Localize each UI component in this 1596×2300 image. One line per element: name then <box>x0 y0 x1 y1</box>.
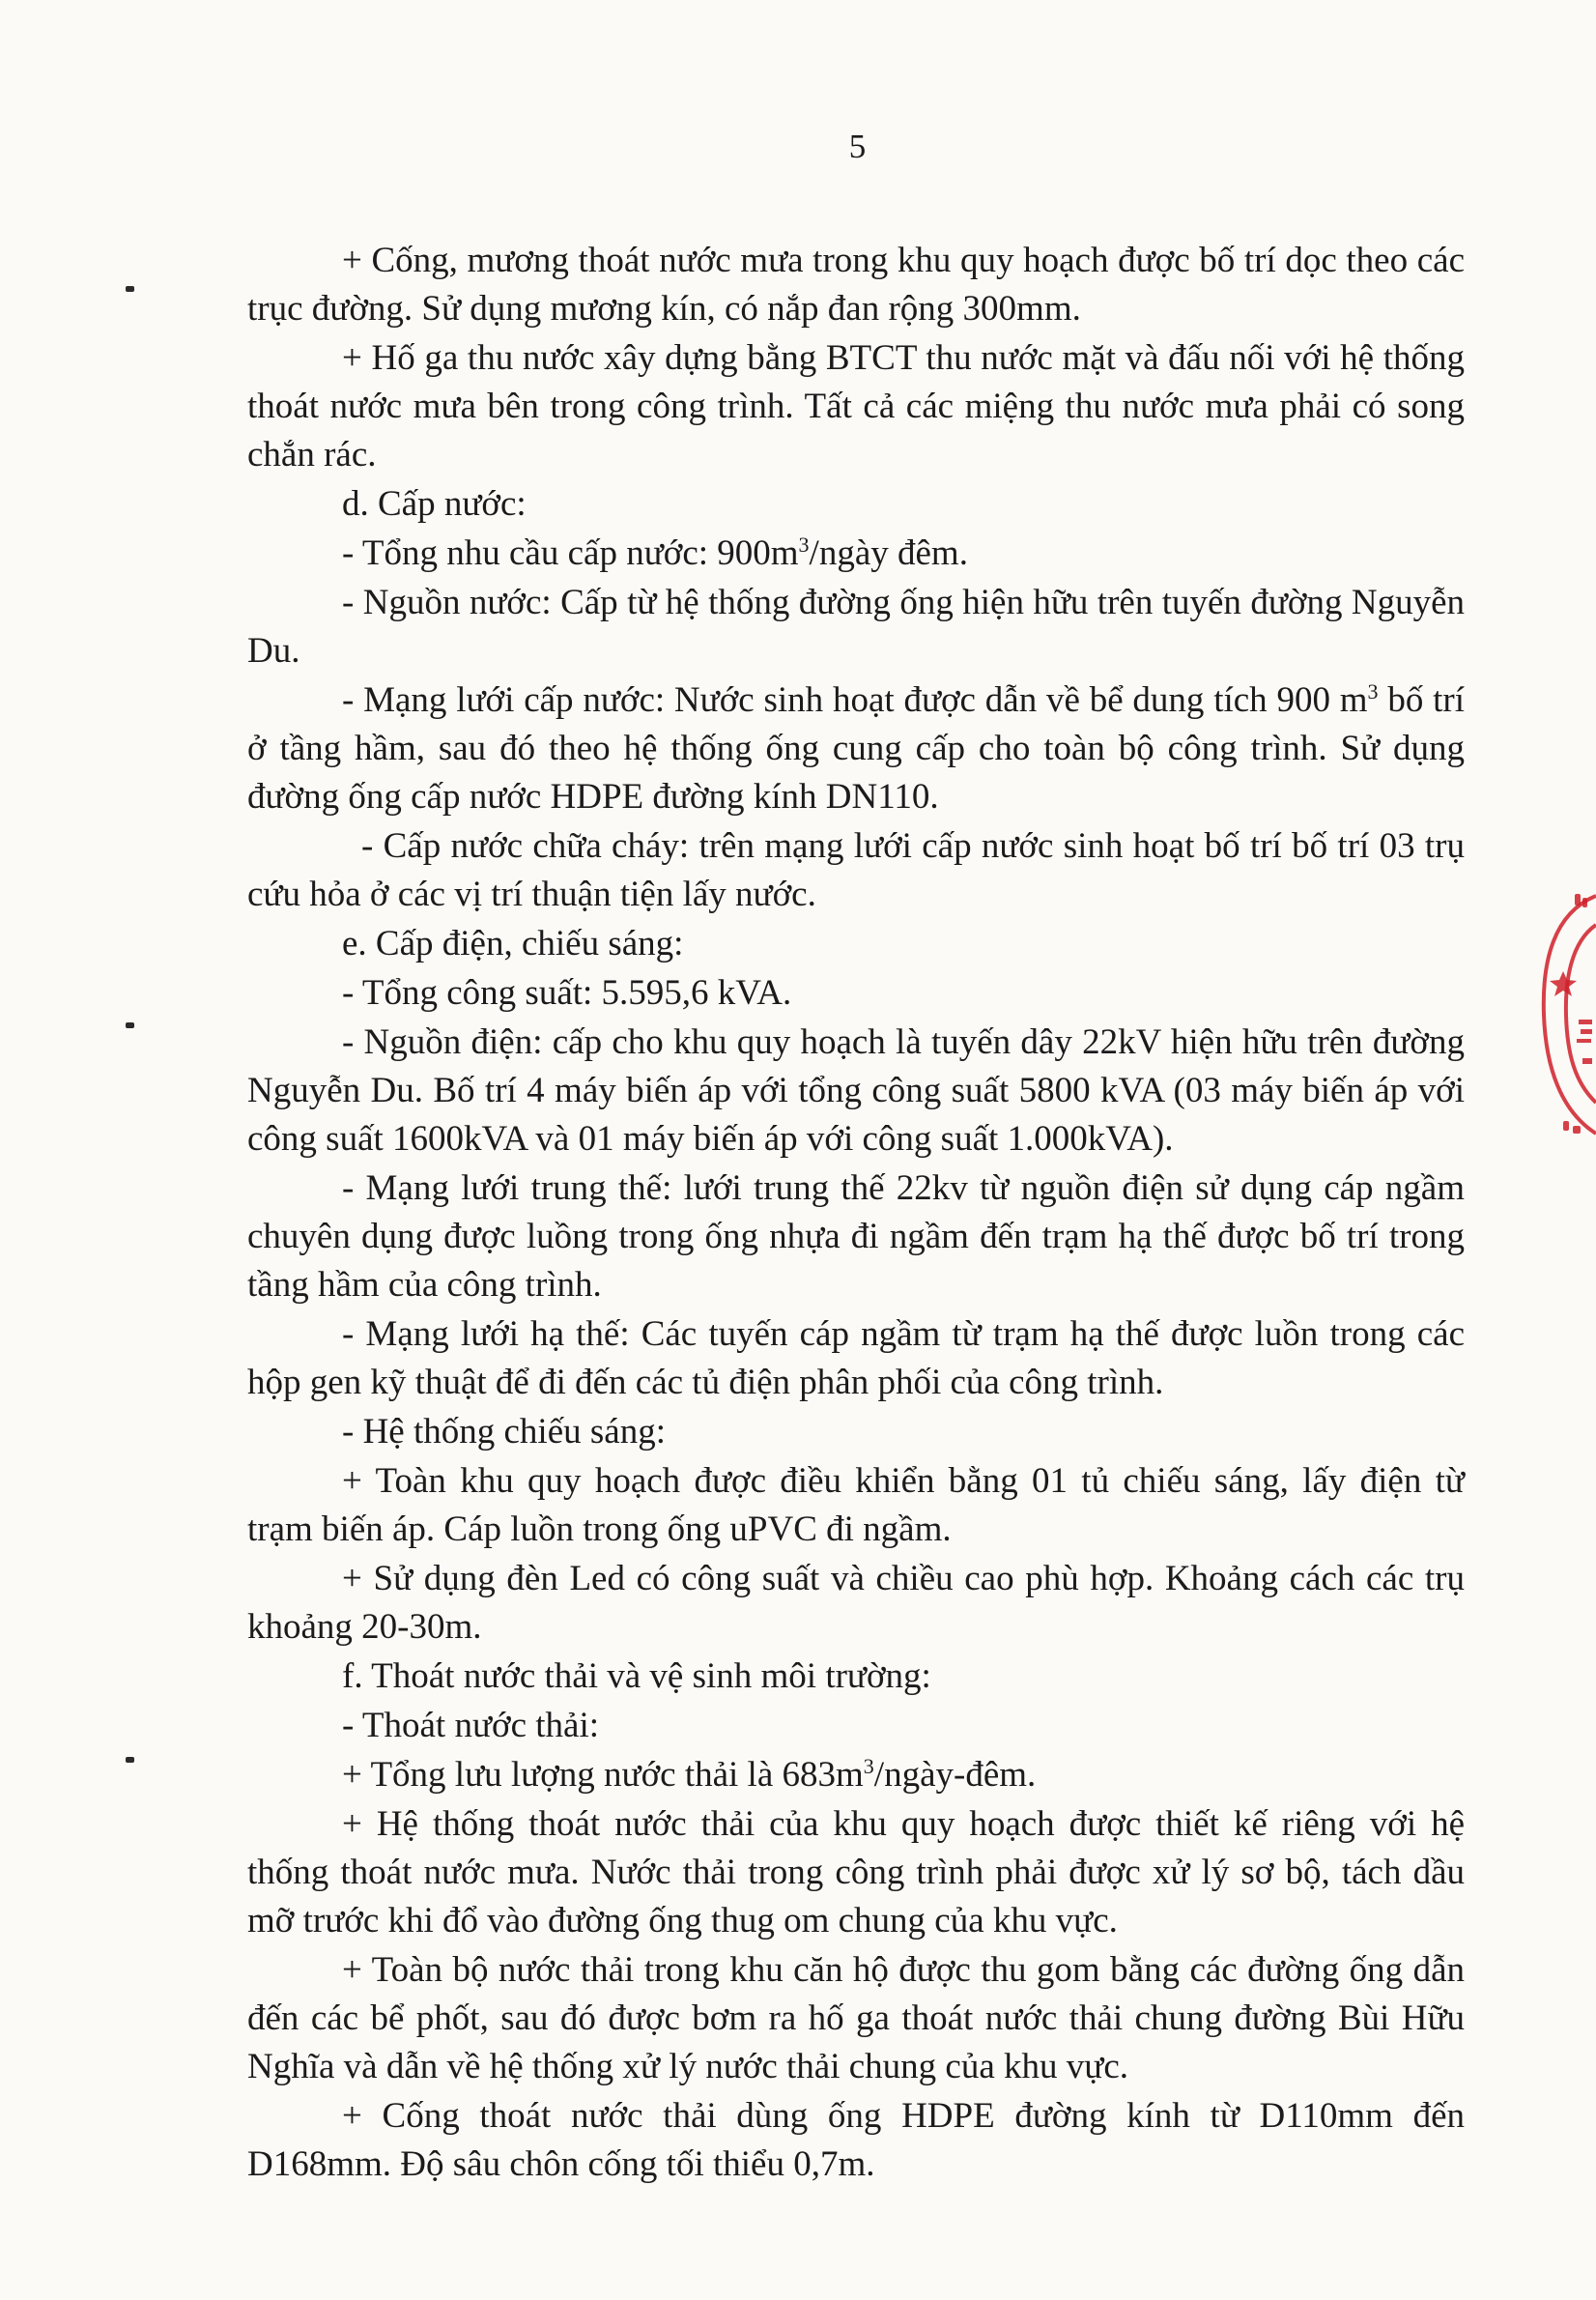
margin-mark <box>126 1022 134 1028</box>
paragraph-lighting-control: + Toàn khu quy hoạch được điều khiển bằng 01 tủ chiếu sáng, lấy điện từ trạm biến áp. Cáp luồn trong ống uPVC đi ngầm. <box>247 1461 1465 1549</box>
red-seal-partial <box>1525 875 1596 1155</box>
heading-power-lighting: e. Cấp điện, chiếu sáng: <box>342 924 684 963</box>
heading-lighting-system: - Hệ thống chiếu sáng: <box>342 1412 666 1452</box>
paragraph-medium-voltage: - Mạng lưới trung thế: lưới trung thế 22kv từ nguồn điện sử dụng cáp ngầm chuyên dụng được luồng trong ống nhựa đi ngầm đến trạm hạ thế được bố trí trong tầng hầm của công trình. <box>247 1168 1465 1305</box>
heading-wastewater-drainage: - Thoát nước thải: <box>342 1706 600 1745</box>
paragraph-wastewater-flow: + Tổng lưu lượng nước thải là $683m^3/ngày$-đêm. <box>342 1754 1037 1795</box>
paragraph-sewer-pipes: + Cống thoát nước thải dùng ống HDPE đường kính từ D110mm đến D168mm. Độ sâu chôn cống tối thiểu 0,7m. <box>247 2096 1465 2184</box>
margin-mark <box>126 286 134 292</box>
heading-wastewater-sanitation: f. Thoát nước thải và vệ sinh môi trường: <box>342 1656 931 1696</box>
page-number: 5 <box>848 128 867 165</box>
paragraph-water-demand: - Tổng nhu cầu cấp nước: $900m^3$/ngày đêm. <box>342 532 968 573</box>
paragraph-drainage-channels: + Cống, mương thoát nước mưa trong khu quy hoạch được bố trí dọc theo các trục đường. Sử dụng mương kín, có nắp đan rộng 300mm. <box>247 241 1465 329</box>
paragraph-apartment-wastewater: + Toàn bộ nước thải trong khu căn hộ được thu gom bằng các đường ống dẫn đến các bể phốt, sau đó được bơm ra hố ga thoát nước thải chung đường Bùi Hữu Nghĩa và dẫn về hệ thống xử lý nước thải chung của khu vực. <box>247 1950 1465 2086</box>
paragraph-power-source: - Nguồn điện: cấp cho khu quy hoạch là tuyến dây 22kV hiện hữu trên đường Nguyễn Du. Bố trí 4 máy biến áp với tổng công suất 5800 kVA (03 máy biến áp với công suất 1600kVA và 01 máy biến áp với công suất 1.000kVA). <box>247 1022 1465 1159</box>
paragraph-catch-basins: + Hố ga thu nước xây dựng bằng BTCT thu nước mặt và đấu nối với hệ thống thoát nước mưa bên trong công trình. Tất cả các miệng thu nước mưa phải có song chắn rác. <box>247 338 1465 474</box>
paragraph-water-source: - Nguồn nước: Cấp từ hệ thống đường ống hiện hữu trên tuyến đường Nguyễn Du. <box>247 583 1465 671</box>
paragraph-water-network: - Mạng lưới cấp nước: Nước sinh hoạt được dẫn về bể dung tích 900 $m^3$ bố trí ở tầng hầm, sau đó theo hệ thống ống cung cấp cho toàn bộ công trình. Sử dụng đường ống cấp nước HDPE đường kính DN110. <box>247 679 1465 817</box>
paragraph-low-voltage: - Mạng lưới hạ thế: Các tuyến cáp ngầm từ trạm hạ thế được luồn trong các hộp gen kỹ thuật để đi đến các tủ điện phân phối của công trình. <box>247 1314 1465 1402</box>
paragraph-separate-system: + Hệ thống thoát nước thải của khu quy hoạch được thiết kế riêng với hệ thống thoát nước mưa. Nước thải trong công trình phải được xử lý sơ bộ, tách dầu mỡ trước khi đổ vào đường ống thug om chung của khu vực. <box>247 1804 1465 1941</box>
paragraph-fire-water: - Cấp nước chữa cháy: trên mạng lưới cấp nước sinh hoạt bố trí bố trí 03 trụ cứu hỏa ở các vị trí thuận tiện lấy nước. <box>247 826 1465 914</box>
paragraph-led-lights: + Sử dụng đèn Led có công suất và chiều cao phù hợp. Khoảng cách các trụ khoảng 20-30m. <box>247 1559 1465 1647</box>
paragraph-total-power: - Tổng công suất: 5.595,6 kVA. <box>342 973 792 1013</box>
margin-mark <box>126 1757 134 1763</box>
document-body <box>247 237 1465 2190</box>
heading-water-supply: d. Cấp nước: <box>342 484 527 524</box>
